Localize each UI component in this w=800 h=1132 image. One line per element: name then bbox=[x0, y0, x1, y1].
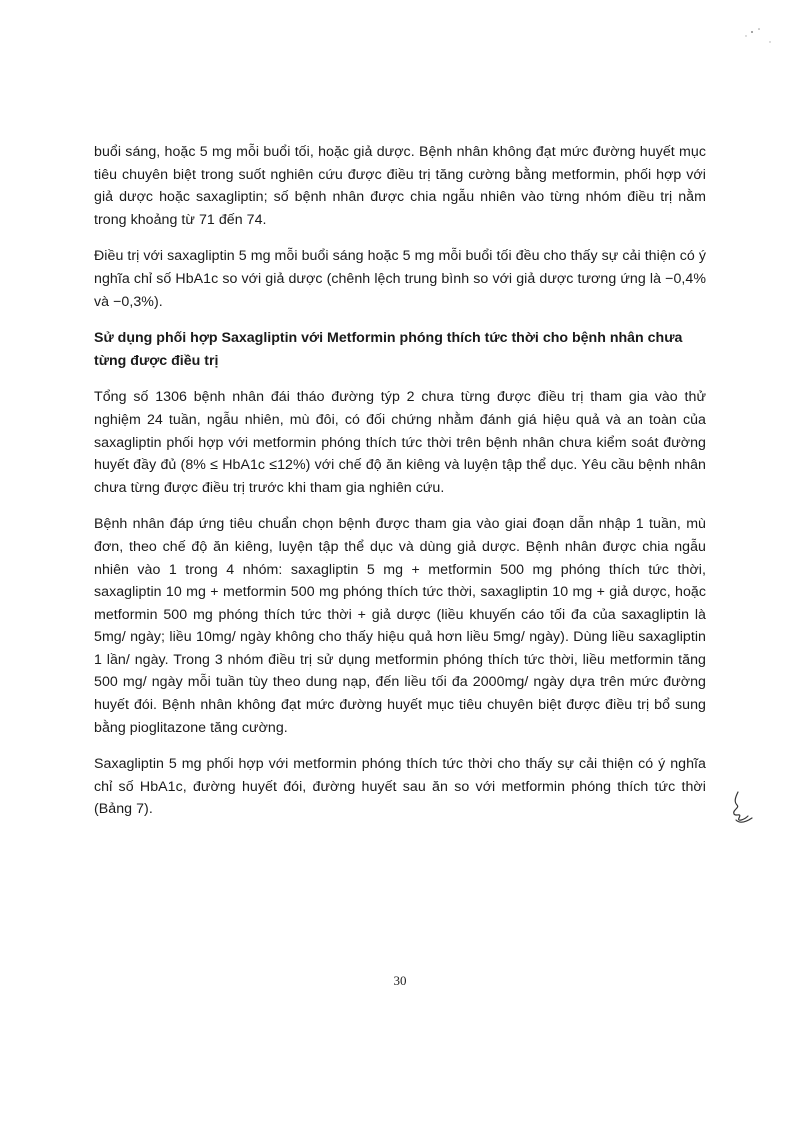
paragraph-1: buổi sáng, hoặc 5 mg mỗi buổi tối, hoặc giả dược. Bệnh nhân không đạt mức đường huyết mục tiêu chuyên biệt trong suốt nghiên cứu được điều trị tăng cường bằng metformin, phối hợp với giả dược hoặc saxagliptin; số bệnh nhân được chia ngẫu nhiên vào từng nhóm điều trị nằm trong khoảng từ 71 đến 74. bbox=[94, 144, 706, 228]
paragraph-5: Saxagliptin 5 mg phối hợp với metformin phóng thích tức thời cho thấy sự cải thiện có ý nghĩa chỉ số HbA1c, đường huyết đói, đường huyết sau ăn so với metformin phóng thích tức thời (Bảng 7). bbox=[94, 756, 706, 818]
paragraph-2: Điều trị với saxagliptin 5 mg mỗi buổi sáng hoặc 5 mg mỗi buổi tối đều cho thấy sự cải thiện có ý nghĩa chỉ số HbA1c so với giả dược (chênh lệch trung bình so với giả dược tương ứng là −0,4% và −0,3%). bbox=[94, 248, 706, 310]
paragraph-4: Bệnh nhân đáp ứng tiêu chuẩn chọn bệnh được tham gia vào giai đoạn dẫn nhập 1 tuần, mù đơn, theo chế độ ăn kiêng, luyện tập thể dục và dùng giả dược. Bệnh nhân được chia ngẫu nhiên vào 1 trong 4 nhóm: saxagliptin 5 mg + metformin 500 mg phóng thích tức thời, saxagliptin 10 mg + metformin 500 mg phóng thích tức thời, saxagliptin 10 mg + giả dược, hoặc metformin 500 mg phóng thích tức thời + giả dược (liều khuyến cáo tối đa của saxagliptin là 5mg/ ngày; liều 10mg/ ngày không cho thấy hiệu quả hơn liều 5mg/ ngày). Dùng liều saxagliptin 1 lần/ ngày. Trong 3 nhóm điều trị sử dụng metformin phóng thích tức thời, liều metformin tăng 500 mg/ ngày mỗi tuần tùy theo dung nạp, đến liều tối đa 2000mg/ ngày dựa trên mức đường huyết đói. Bệnh nhân không đạt mức đường huyết mục tiêu chuyên biệt được điều trị bổ sung bằng pioglitazone tăng cường. bbox=[94, 516, 706, 736]
scan-speck-marks bbox=[732, 20, 782, 50]
signature-icon bbox=[726, 790, 756, 830]
document-body bbox=[94, 141, 706, 835]
page-number: 30 bbox=[393, 973, 407, 988]
scan-specks bbox=[732, 20, 782, 50]
section-heading: Sử dụng phối hợp Saxagliptin với Metformin phóng thích tức thời cho bệnh nhân chưa từng được điều trị bbox=[94, 330, 683, 369]
handwritten-initial bbox=[726, 790, 756, 830]
paragraph-3: Tổng số 1306 bệnh nhân đái tháo đường týp 2 chưa từng được điều trị tham gia vào thử nghiệm 24 tuần, ngẫu nhiên, mù đôi, có đối chứng nhằm đánh giá hiệu quả và an toàn của saxagliptin phối hợp với metformin phóng thích tức thời trên bệnh nhân chưa kiểm soát đường huyết đầy đủ (8% ≤ HbA1c ≤12%) với chế độ ăn kiêng và luyện tập thể dục. Yêu cầu bệnh nhân chưa từng được điều trị trước khi tham gia nghiên cứu. bbox=[94, 389, 706, 496]
